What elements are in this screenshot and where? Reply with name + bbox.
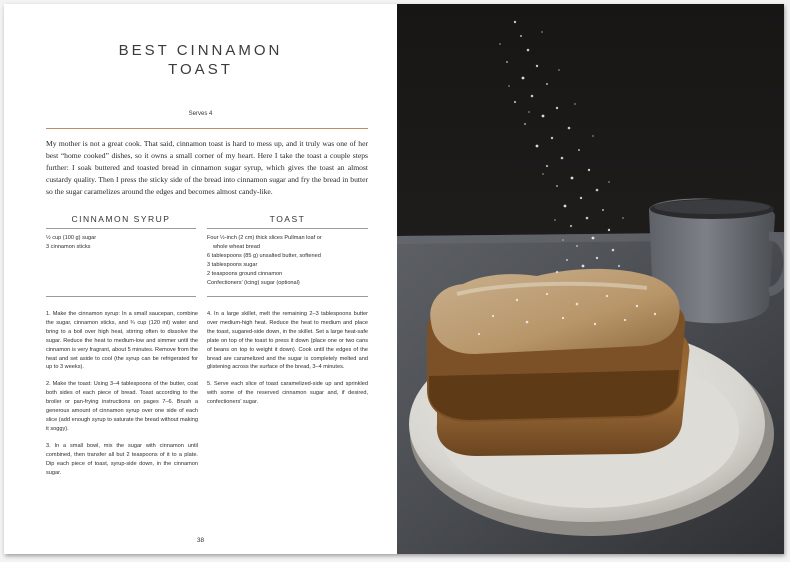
page-number: 38	[196, 537, 205, 544]
method-step: 5. Serve each slice of toast caramelized-side up and sprinkled with some of the reserved cinnamon sugar and, if desired, confectioners’ sugar.	[207, 381, 368, 406]
ingredient-item: Four ½-inch (2 cm) thick slices Pullman loaf or	[207, 235, 322, 241]
toast-ingredients	[207, 234, 368, 288]
method-step: 1. Make the cinnamon syrup: In a small saucepan, combine the sugar, cinnamon sticks, and ¾ cup (120 ml) water and bring to a boil over high heat, stirring often to dissolve the sugar. Reduce the heat to medium-low and simmer until the cinnamon is very fragrant, about 5 minutes. Remove from the heat and set aside to cool (the syrup can be refrigerated for up to 3 weeks).	[46, 311, 198, 371]
ingredient-item: 6 tablespoons (85 g) unsalted butter, softened	[207, 253, 321, 259]
recipe-title-line-2: TOAST	[168, 61, 233, 78]
ingredients-end-rule	[207, 296, 368, 297]
cinnamon-syrup-heading: CINNAMON SYRUP	[71, 214, 171, 224]
book-spread	[4, 4, 784, 554]
ingredient-item: Confectioners’ (icing) sugar (optional)	[207, 280, 300, 286]
method-step: 3. In a small bowl, mix the sugar with cinnamon until combined, then transfer all but 2 teaspoons of it to a plate. Dip each piece of toast, syrup-side down, in the cinnamon sugar.	[46, 442, 198, 476]
toast-heading: TOAST	[269, 214, 306, 224]
photo-page	[397, 4, 784, 554]
ingredient-item: 3 tablespoons sugar	[207, 262, 258, 268]
method-step: 2. Make the toast: Using 3–4 tablespoons of the butter, coat both sides of each piece of bread. Toast according to the broiler or pan-frying instructions on pages 7–6. Brush a generous amount of cinnamon syrup over one side of each slice (add enough syrup to saturate the bread without making it soggy).	[46, 381, 198, 432]
recipe-intro: My mother is not a great cook. That said, cinnamon toast is hard to mess up, and it truly was one of her best “home cooked” dishes, so it owns a small corner of my heart. Here I take the toast a couple steps further: I soak buttered and toasted bread in cinnamon sugar syrup, which gives the toast an almost custardy quality. Then I press the sticky side of the bread into cinnamon sugar and fry the bread in butter so the sugar caramelizes around the edges and becomes almost candy-like.	[46, 139, 368, 196]
accent-divider	[46, 128, 368, 129]
recipe-title-line-1: BEST CINNAMON	[118, 42, 283, 59]
syrup-ingredients	[46, 234, 196, 252]
method-step: 4. In a large skillet, melt the remaining 2–3 tablespoons butter over medium-high heat. Reduce the heat to medium and place the toast, sugared-side down, in the skillet. Set a large heat-safe plate on top of the toast to press it down (place one or two cans of beans on top to weight it down). Cook until the edges of the bread are caramelized and the sugar is completely melted and glistening across the surface of the bread, 3–4 minutes.	[207, 311, 368, 371]
ingredients-end-rule	[46, 296, 196, 297]
syrup-heading-rule	[46, 228, 196, 229]
method-column-right	[207, 310, 368, 415]
ingredient-item: whole wheat bread	[213, 244, 260, 250]
serves-count: Serves 4	[188, 111, 213, 117]
ingredient-item: 3 cinnamon sticks	[46, 244, 91, 250]
toast-heading-rule	[207, 228, 368, 229]
recipe-page	[4, 4, 397, 554]
ingredient-item: 2 teaspoons ground cinnamon	[207, 271, 283, 277]
ingredient-item: ½ cup (100 g) sugar	[46, 235, 97, 241]
method-column-left	[46, 310, 198, 485]
cinnamon-toast-photo	[397, 4, 784, 554]
toast-stack	[427, 269, 690, 456]
